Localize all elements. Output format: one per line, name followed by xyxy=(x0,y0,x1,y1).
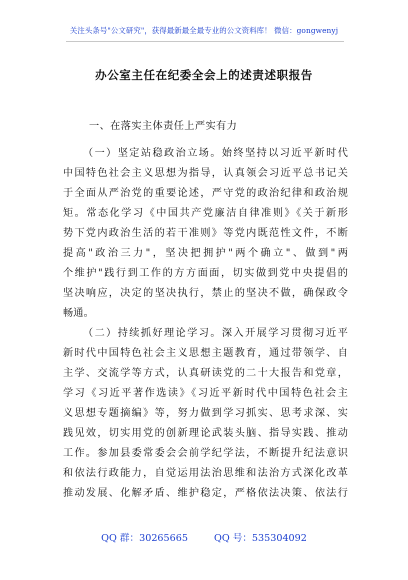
paragraph-line: 践见效，切实用党的创新理论武装头脑、指导实践、推动 xyxy=(63,428,348,439)
paragraph-line: 新时代中国特色社会主义思想主题教育，通过带领学、自 xyxy=(63,348,348,359)
paragraph-line: 和依法行政能力，自觉运用法治思维和法治方式深化改革 xyxy=(63,468,348,479)
paragraph-line: 坚决响应，决定的坚决执行，禁止的坚决不做，确保政令 xyxy=(63,288,348,299)
header-divider xyxy=(66,41,344,42)
footer-contact xyxy=(0,533,408,545)
section-heading: 一、在落实主体责任上严实有力 xyxy=(89,121,238,132)
paragraph-line: 推动发展、化解矛盾、维护稳定，严格依法决策、依法行 xyxy=(63,488,348,499)
paragraph-line: 矩。常态化学习《中国共产党廉洁自律准则》《关于新形 xyxy=(63,208,348,219)
paragraph-line: 义思想专题摘编》等，努力做到学习抓实、思考求深、实 xyxy=(63,408,348,419)
paragraph-line: （一）坚定站稳政治立场。始终坚持以习近平新时代 xyxy=(83,148,348,159)
paragraph-line: 畅通。 xyxy=(63,308,94,319)
paragraph-line: 于全面从严治党的重要论述，严守党的政治纪律和政治规 xyxy=(63,188,348,199)
paragraph-line: 主学、交流学等方式，认真研读党的二十大报告和党章， xyxy=(63,368,348,379)
footer-qq-number: QQ 号：535304092 xyxy=(213,533,307,544)
paragraph-line: 学习《习近平著作选读》《习近平新时代中国特色社会主 xyxy=(63,388,348,399)
paragraph-line: 中国特色社会主义思想为指导，认真领会习近平总书记关 xyxy=(63,168,348,179)
paragraph-line: 工作。参加县委常委会会前学纪学法，不断提升纪法意识 xyxy=(63,448,348,459)
paragraph-line: 势下党内政治生活的若干准则》等党内既范性文件，不断 xyxy=(63,228,348,239)
paragraph-line: 提高"政治三力"，坚决把拥护"两个确立"、做到"两 xyxy=(63,248,348,259)
header-banner: 关注头条号"公文研究"，获得最新最全最专业的公文资料库！ 微信：gongwenyj xyxy=(69,26,339,35)
paragraph-line: 个维护"践行到工作的方方面面，切实做到党中央提倡的 xyxy=(63,268,348,279)
footer-qq-group: QQ 群：30265665 xyxy=(101,533,188,544)
paragraph-line: （二）持续抓好理论学习。深入开展学习贯彻习近平 xyxy=(83,328,348,339)
document-title: 办公室主任在纪委全会上的述责述职报告 xyxy=(95,68,313,82)
